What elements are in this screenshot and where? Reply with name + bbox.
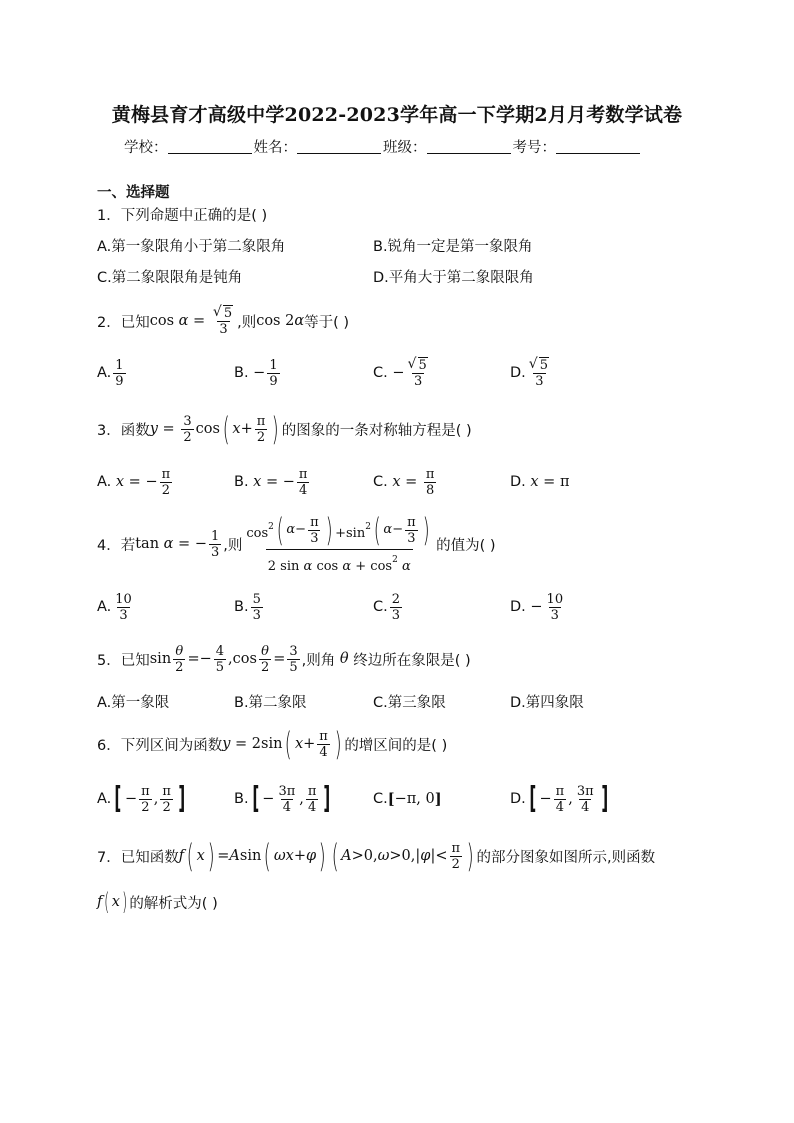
q4-end: 的值为( ) bbox=[436, 537, 496, 554]
q5-option-c[interactable]: C.第三象限 bbox=[373, 694, 446, 711]
q5-number: 5．已知 bbox=[97, 652, 150, 669]
q4-mid: ,则 bbox=[223, 537, 243, 554]
q4-option-a[interactable]: A. $\frac{10}{3}$ bbox=[97, 591, 132, 623]
q4-big-fraction: $\cos^2$ ( α − $\frac{\pi}{3}$ ) $+\sin^2$ ( α − $\frac{\pi}{3}$ ) 2 sin α $\cos \alpha + \cos^2 \alpha$ bbox=[244, 512, 434, 577]
q7-number: 7．已知函数 bbox=[97, 849, 179, 866]
name-blank[interactable] bbox=[297, 139, 381, 154]
q3-option-a[interactable]: A. x = − $\frac{\pi}{2}$ bbox=[97, 466, 171, 498]
q6-option-b[interactable]: B. [ − $\frac{3\pi}{4}$ , $\frac{\pi}{4}$ ] bbox=[234, 781, 331, 816]
student-info-row bbox=[124, 136, 642, 157]
q2-option-c[interactable]: C. − √ $\frac{5}{3}$ bbox=[373, 356, 432, 390]
class-label: 班级： bbox=[383, 140, 427, 156]
q2-option-a[interactable]: A. $\frac{1}{9}$ bbox=[97, 357, 124, 389]
q2-number: 2．已知 bbox=[97, 314, 150, 331]
q4-option-d[interactable]: D. − $\frac{10}{3}$ bbox=[510, 591, 564, 623]
q1-option-c[interactable]: C.第二象限限角是钝角 bbox=[97, 269, 243, 286]
number-blank[interactable] bbox=[556, 139, 640, 154]
q2-option-b[interactable]: B. − $\frac{1}{9}$ bbox=[234, 357, 278, 389]
q4-option-b[interactable]: B. $\frac{5}{3}$ bbox=[234, 591, 261, 623]
q4-number: 4．若 bbox=[97, 537, 136, 554]
school-blank[interactable] bbox=[168, 139, 252, 154]
q5-option-a[interactable]: A.第一象限 bbox=[97, 694, 170, 711]
q6-number: 6．下列区间为函数 bbox=[97, 737, 223, 754]
q5-end: 终边所在象限是( ) bbox=[353, 652, 471, 669]
q2-mid: ,则 bbox=[237, 314, 257, 331]
q4-option-c[interactable]: C. $\frac{2}{3}$ bbox=[373, 591, 401, 623]
q3-option-c[interactable]: C. x = $\frac{\pi}{8}$ bbox=[373, 466, 435, 498]
q5-option-d[interactable]: D.第四象限 bbox=[510, 694, 584, 711]
q3-end: 的图象的一条对称轴方程是( ) bbox=[281, 422, 472, 439]
section-title: 一、选择题 bbox=[97, 185, 170, 201]
question-1-stem: 1．下列命题中正确的是( ) bbox=[97, 207, 268, 224]
q3-option-b[interactable]: B. x = − $\frac{\pi}{4}$ bbox=[234, 466, 308, 498]
q1-option-a[interactable]: A.第一象限角小于第二象限角 bbox=[97, 238, 286, 255]
q1-option-b[interactable]: B.锐角一定是第一象限角 bbox=[373, 238, 533, 255]
q7-line2-end: 的解析式为( ) bbox=[129, 895, 218, 912]
question-7-line2: f ( x ) 的解析式为( ) bbox=[97, 888, 218, 916]
q6-option-a[interactable]: A. [ − $\frac{\pi}{2}$ , $\frac{\pi}{2}$ ] bbox=[97, 781, 186, 816]
q2-end: 等于( ) bbox=[304, 314, 350, 331]
q6-option-c[interactable]: C. [ −π, 0 ] bbox=[373, 790, 442, 808]
q2-fraction: √ $\frac{5}{3}$ bbox=[212, 306, 235, 337]
number-label: 考号： bbox=[512, 140, 556, 156]
question-4-stem: 4．若 tan α = − $\frac{1}{3}$ ,则 $\cos^2$ ( α − $\frac{\pi}{3}$ ) $+\sin^2$ ( α − $\frac{\pi}{3}$ ) 2 sin α $\cos \alpha + \cos^2 \alpha$ 的值为( ) bbox=[97, 514, 496, 574]
q3-option-d[interactable]: D. x = π bbox=[510, 474, 570, 490]
q6-end: 的增区间的是( ) bbox=[344, 737, 448, 754]
school-label: 学校： bbox=[124, 140, 168, 156]
q3-number: 3．函数 bbox=[97, 422, 150, 439]
q1-option-d[interactable]: D.平角大于第二象限限角 bbox=[373, 269, 534, 286]
exam-title: 黄梅县育才高级中学2022-2023学年高一下学期2月月考数学试卷 bbox=[111, 104, 683, 126]
q5-mid: ,则角 bbox=[301, 652, 336, 669]
name-label: 姓名： bbox=[253, 140, 297, 156]
question-7-stem: 7．已知函数 f ( x ) = A sin ( ωx + φ ) ( A >0, ω >0,| φ |< $\frac{\pi}{2}$ ) 的部分图象如图所示,则函数 bbox=[97, 837, 656, 875]
question-2-stem: 2．已知 cos α = √ $\frac{5}{3}$ ,则 cos 2 α 等于( ) bbox=[97, 302, 349, 340]
q7-end: 的部分图象如图所示,则函数 bbox=[476, 849, 656, 866]
question-3-stem: 3．函数 y = $\frac{3}{2}$ cos ( x + $\frac{\pi}{2}$ ) 的图象的一条对称轴方程是( ) bbox=[97, 410, 472, 448]
q2-option-d[interactable]: D. √ $\frac{5}{3}$ bbox=[510, 356, 553, 390]
q6-option-d[interactable]: D. [ − $\frac{\pi}{4}$ , $\frac{3\pi}{4}$ ] bbox=[510, 781, 608, 816]
q5-option-b[interactable]: B.第二象限 bbox=[234, 694, 307, 711]
question-6-stem: 6．下列区间为函数 y = 2sin ( x + $\frac{\pi}{4}$ ) 的增区间的是( ) bbox=[97, 725, 448, 763]
question-5-stem: 5．已知 sin $\frac{\theta}{2}$ =− $\frac{4}{5}$ ,cos $\frac{\theta}{2}$ = $\frac{3}{5}$ ,则角 θ 终边所在象限是( ) bbox=[97, 643, 471, 675]
class-blank[interactable] bbox=[427, 139, 511, 154]
